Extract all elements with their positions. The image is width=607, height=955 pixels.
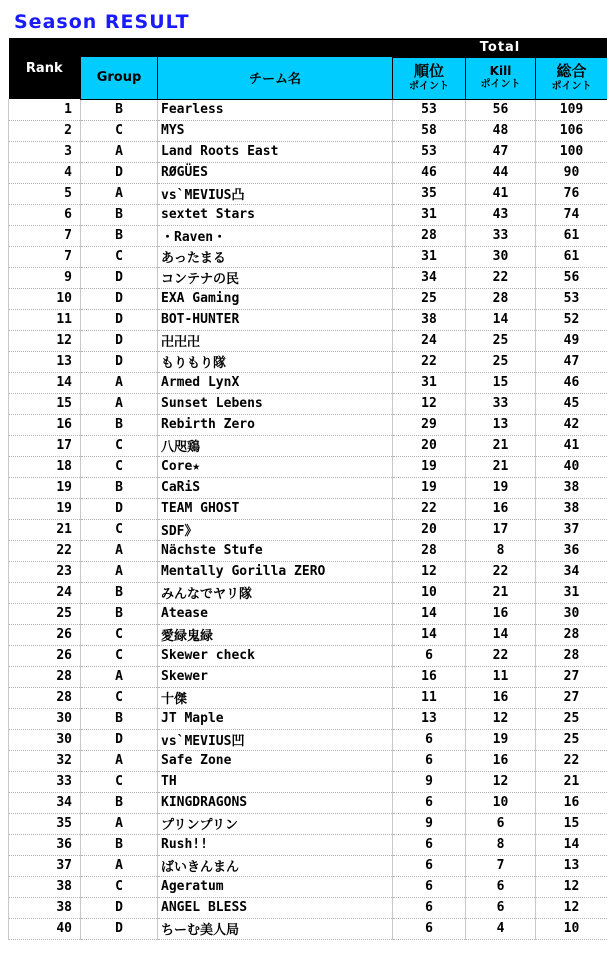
group-cell: D [81, 918, 158, 939]
kill-points-cell: 12 [466, 771, 536, 792]
kill-points-cell: 21 [466, 456, 536, 477]
total-points-cell: 13 [536, 855, 607, 876]
total-points-cell: 16 [536, 792, 607, 813]
team-name-cell: EXA Gaming [158, 288, 393, 309]
total-points-cell: 28 [536, 624, 607, 645]
rank-cell: 23 [9, 561, 81, 582]
total-points-cell: 100 [536, 141, 607, 162]
placement-points-cell: 6 [393, 918, 466, 939]
group-cell: A [81, 141, 158, 162]
group-cell: C [81, 645, 158, 666]
team-name-cell: Nächste Stufe [158, 540, 393, 561]
team-name-cell: Safe Zone [158, 750, 393, 771]
rank-cell: 25 [9, 603, 81, 624]
total-points-cell: 40 [536, 456, 607, 477]
team-name-cell: Skewer [158, 666, 393, 687]
kill-points-cell: 33 [466, 225, 536, 246]
group-cell: A [81, 813, 158, 834]
placement-points-cell: 53 [393, 99, 466, 120]
total-points-cell: 38 [536, 477, 607, 498]
table-row [9, 309, 607, 330]
kill-points-cell: 7 [466, 855, 536, 876]
total-points-cell: 61 [536, 246, 607, 267]
placement-points-cell: 24 [393, 330, 466, 351]
table-row [9, 624, 607, 645]
team-name-cell: ばいきんまん [158, 855, 393, 876]
total-points-cell: 36 [536, 540, 607, 561]
group-cell: D [81, 162, 158, 183]
placement-points-cell: 29 [393, 414, 466, 435]
placement-points-cell: 35 [393, 183, 466, 204]
rank-cell: 2 [9, 120, 81, 141]
kill-points-cell: 6 [466, 876, 536, 897]
rank-cell: 26 [9, 624, 81, 645]
kill-points-cell: 22 [466, 267, 536, 288]
table-row [9, 330, 607, 351]
placement-points-cell: 16 [393, 666, 466, 687]
kill-points-cell: 17 [466, 519, 536, 540]
group-cell: B [81, 708, 158, 729]
rank-cell: 12 [9, 330, 81, 351]
total-points-cell: 42 [536, 414, 607, 435]
rank-cell: 24 [9, 582, 81, 603]
team-name-cell: あったまる [158, 246, 393, 267]
group-cell: D [81, 498, 158, 519]
team-name-cell: RØGÜES [158, 162, 393, 183]
placement-points-cell: 20 [393, 435, 466, 456]
team-name-cell: 愛緑鬼緑 [158, 624, 393, 645]
rank-cell: 34 [9, 792, 81, 813]
kill-points-cell: 21 [466, 582, 536, 603]
group-cell: B [81, 582, 158, 603]
table-row [9, 435, 607, 456]
kill-points-cell: 19 [466, 729, 536, 750]
placement-points-cell: 28 [393, 540, 466, 561]
table-row [9, 771, 607, 792]
total-points-cell: 21 [536, 771, 607, 792]
kill-points-cell: 22 [466, 561, 536, 582]
rank-cell: 38 [9, 876, 81, 897]
table-row [9, 897, 607, 918]
results-body [9, 99, 607, 939]
team-name-cell: Armed LynX [158, 372, 393, 393]
group-cell: A [81, 750, 158, 771]
rank-cell: 38 [9, 897, 81, 918]
team-name-cell: Skewer check [158, 645, 393, 666]
results-table [8, 38, 607, 940]
rank-cell: 1 [9, 99, 81, 120]
kill-points-cell: 47 [466, 141, 536, 162]
rank-cell: 26 [9, 645, 81, 666]
placement-points-cell: 13 [393, 708, 466, 729]
group-cell: D [81, 729, 158, 750]
kill-points-cell: 48 [466, 120, 536, 141]
group-cell: A [81, 372, 158, 393]
total-points-cell: 49 [536, 330, 607, 351]
rank-cell: 30 [9, 708, 81, 729]
group-cell: A [81, 666, 158, 687]
rank-cell: 15 [9, 393, 81, 414]
kill-points-cell: 22 [466, 645, 536, 666]
table-row [9, 519, 607, 540]
rank-cell: 19 [9, 477, 81, 498]
kill-points-cell: 8 [466, 834, 536, 855]
rank-header: Rank [9, 38, 81, 99]
team-name-cell: vs`MEVIUS凸 [158, 183, 393, 204]
table-row [9, 246, 607, 267]
team-name-cell: MYS [158, 120, 393, 141]
total-points-cell: 52 [536, 309, 607, 330]
placement-points-cell: 14 [393, 624, 466, 645]
kill-points-cell: 21 [466, 435, 536, 456]
table-row [9, 603, 607, 624]
table-row [9, 162, 607, 183]
rank-cell: 35 [9, 813, 81, 834]
placement-points-cell: 34 [393, 267, 466, 288]
placement-points-cell: 6 [393, 750, 466, 771]
kill-points-cell: 25 [466, 351, 536, 372]
placement-points-cell: 53 [393, 141, 466, 162]
team-name-cell: ANGEL BLESS [158, 897, 393, 918]
placement-points-cell: 6 [393, 792, 466, 813]
table-row [9, 813, 607, 834]
team-name-cell: Core★ [158, 456, 393, 477]
group-cell: D [81, 288, 158, 309]
rank-cell: 18 [9, 456, 81, 477]
team-header-top [158, 38, 393, 57]
kill-points-cell: 8 [466, 540, 536, 561]
group-cell: B [81, 414, 158, 435]
table-row [9, 99, 607, 120]
placement-points-cell: 12 [393, 393, 466, 414]
placement-points-header: 順位 ポイント [393, 57, 466, 99]
total-points-cell: 90 [536, 162, 607, 183]
kill-points-cell: 43 [466, 204, 536, 225]
table-row [9, 918, 607, 939]
rank-cell: 33 [9, 771, 81, 792]
total-points-cell: 14 [536, 834, 607, 855]
team-name-cell: みんなでヤリ隊 [158, 582, 393, 603]
overall-points-header: 総合 ポイント [536, 57, 607, 99]
table-row [9, 393, 607, 414]
total-points-cell: 38 [536, 498, 607, 519]
rank-cell: 4 [9, 162, 81, 183]
placement-points-cell: 11 [393, 687, 466, 708]
placement-points-cell: 28 [393, 225, 466, 246]
group-header: Group [81, 57, 158, 99]
total-points-cell: 34 [536, 561, 607, 582]
team-name-cell: TEAM GHOST [158, 498, 393, 519]
group-cell: C [81, 771, 158, 792]
table-row [9, 708, 607, 729]
table-row [9, 351, 607, 372]
kill-points-cell: 6 [466, 897, 536, 918]
kill-points-cell: 13 [466, 414, 536, 435]
total-points-cell: 47 [536, 351, 607, 372]
kill-points-cell: 12 [466, 708, 536, 729]
kill-points-cell: 19 [466, 477, 536, 498]
placement-points-cell: 19 [393, 456, 466, 477]
table-row [9, 876, 607, 897]
table-row [9, 645, 607, 666]
team-name-cell: Atease [158, 603, 393, 624]
team-name-cell: Mentally Gorilla ZERO [158, 561, 393, 582]
table-row [9, 120, 607, 141]
group-cell: C [81, 456, 158, 477]
team-name-cell: BOT-HUNTER [158, 309, 393, 330]
team-name-cell: Rebirth Zero [158, 414, 393, 435]
total-points-cell: 25 [536, 708, 607, 729]
total-points-cell: 41 [536, 435, 607, 456]
team-name-cell: JT Maple [158, 708, 393, 729]
team-name-cell: TH [158, 771, 393, 792]
rank-cell: 37 [9, 855, 81, 876]
group-cell: B [81, 225, 158, 246]
group-cell: A [81, 561, 158, 582]
group-cell: A [81, 393, 158, 414]
placement-points-cell: 58 [393, 120, 466, 141]
total-points-cell: 31 [536, 582, 607, 603]
rank-cell: 6 [9, 204, 81, 225]
placement-points-cell: 6 [393, 645, 466, 666]
rank-cell: 17 [9, 435, 81, 456]
placement-points-cell: 6 [393, 876, 466, 897]
placement-points-cell: 12 [393, 561, 466, 582]
placement-points-cell: 19 [393, 477, 466, 498]
placement-points-cell: 6 [393, 855, 466, 876]
placement-points-cell: 22 [393, 351, 466, 372]
group-cell: D [81, 897, 158, 918]
kill-points-cell: 16 [466, 498, 536, 519]
rank-cell: 5 [9, 183, 81, 204]
group-cell: B [81, 792, 158, 813]
group-cell: C [81, 624, 158, 645]
rank-cell: 28 [9, 687, 81, 708]
team-name-cell: もりもり隊 [158, 351, 393, 372]
table-row [9, 666, 607, 687]
table-row [9, 687, 607, 708]
team-name-cell: Land Roots East [158, 141, 393, 162]
table-row [9, 288, 607, 309]
total-points-cell: 25 [536, 729, 607, 750]
team-name-cell: sextet Stars [158, 204, 393, 225]
total-points-cell: 10 [536, 918, 607, 939]
team-name-cell: Ageratum [158, 876, 393, 897]
group-cell: D [81, 330, 158, 351]
total-points-cell: 109 [536, 99, 607, 120]
kill-points-cell: 16 [466, 687, 536, 708]
table-row [9, 729, 607, 750]
group-cell: B [81, 204, 158, 225]
group-cell: A [81, 540, 158, 561]
table-row [9, 561, 607, 582]
total-points-cell: 45 [536, 393, 607, 414]
team-name-cell: プリンプリン [158, 813, 393, 834]
placement-points-cell: 14 [393, 603, 466, 624]
kill-points-cell: 25 [466, 330, 536, 351]
placement-points-cell: 31 [393, 372, 466, 393]
placement-points-cell: 20 [393, 519, 466, 540]
rank-cell: 10 [9, 288, 81, 309]
placement-points-cell: 31 [393, 204, 466, 225]
rank-cell: 40 [9, 918, 81, 939]
table-row [9, 855, 607, 876]
group-cell: B [81, 99, 158, 120]
placement-points-cell: 6 [393, 729, 466, 750]
team-name-cell: ・Raven・ [158, 225, 393, 246]
group-cell: D [81, 309, 158, 330]
rank-cell: 7 [9, 225, 81, 246]
total-points-cell: 74 [536, 204, 607, 225]
group-cell: C [81, 435, 158, 456]
group-cell: A [81, 183, 158, 204]
total-points-cell: 106 [536, 120, 607, 141]
team-name-header: チーム名 [158, 57, 393, 99]
total-points-cell: 27 [536, 687, 607, 708]
group-cell: B [81, 477, 158, 498]
group-cell: C [81, 687, 158, 708]
team-name-cell: Rush!! [158, 834, 393, 855]
table-row [9, 750, 607, 771]
total-points-cell: 28 [536, 645, 607, 666]
team-name-cell: vs`MEVIUS凹 [158, 729, 393, 750]
kill-points-cell: 30 [466, 246, 536, 267]
team-name-cell: CaRiS [158, 477, 393, 498]
kill-points-cell: 15 [466, 372, 536, 393]
table-row [9, 372, 607, 393]
kill-points-cell: 56 [466, 99, 536, 120]
rank-cell: 13 [9, 351, 81, 372]
group-cell: A [81, 855, 158, 876]
total-points-cell: 46 [536, 372, 607, 393]
team-name-cell: 十傑 [158, 687, 393, 708]
total-points-cell: 53 [536, 288, 607, 309]
table-row [9, 456, 607, 477]
team-name-cell: ちーむ美人局 [158, 918, 393, 939]
kill-points-cell: 44 [466, 162, 536, 183]
rank-cell: 21 [9, 519, 81, 540]
placement-points-cell: 9 [393, 813, 466, 834]
rank-cell: 11 [9, 309, 81, 330]
placement-points-cell: 22 [393, 498, 466, 519]
team-name-cell: SDF》 [158, 519, 393, 540]
placement-points-cell: 6 [393, 834, 466, 855]
table-row [9, 792, 607, 813]
total-points-cell: 61 [536, 225, 607, 246]
rank-cell: 36 [9, 834, 81, 855]
total-points-cell: 15 [536, 813, 607, 834]
kill-points-cell: 33 [466, 393, 536, 414]
kill-points-cell: 28 [466, 288, 536, 309]
total-points-cell: 27 [536, 666, 607, 687]
rank-cell: 14 [9, 372, 81, 393]
total-header: Total [393, 38, 607, 57]
rank-cell: 22 [9, 540, 81, 561]
placement-points-cell: 9 [393, 771, 466, 792]
placement-points-cell: 46 [393, 162, 466, 183]
group-cell: D [81, 267, 158, 288]
rank-cell: 16 [9, 414, 81, 435]
group-cell: C [81, 120, 158, 141]
kill-points-cell: 10 [466, 792, 536, 813]
table-row [9, 204, 607, 225]
kill-points-cell: 6 [466, 813, 536, 834]
group-cell: C [81, 876, 158, 897]
group-cell: C [81, 246, 158, 267]
kill-points-cell: 41 [466, 183, 536, 204]
team-name-cell: Sunset Lebens [158, 393, 393, 414]
kill-points-cell: 4 [466, 918, 536, 939]
rank-cell: 3 [9, 141, 81, 162]
placement-points-cell: 6 [393, 897, 466, 918]
placement-points-cell: 25 [393, 288, 466, 309]
table-row [9, 498, 607, 519]
table-row [9, 225, 607, 246]
rank-cell: 9 [9, 267, 81, 288]
total-points-cell: 22 [536, 750, 607, 771]
total-points-cell: 12 [536, 876, 607, 897]
rank-cell: 7 [9, 246, 81, 267]
total-points-cell: 76 [536, 183, 607, 204]
placement-points-cell: 31 [393, 246, 466, 267]
table-row [9, 267, 607, 288]
title-bar [8, 8, 607, 38]
placement-points-cell: 38 [393, 309, 466, 330]
table-row [9, 477, 607, 498]
group-cell: C [81, 519, 158, 540]
kill-points-cell: 16 [466, 750, 536, 771]
total-points-cell: 30 [536, 603, 607, 624]
kill-points-cell: 14 [466, 309, 536, 330]
table-row [9, 834, 607, 855]
table-row [9, 582, 607, 603]
rank-cell: 30 [9, 729, 81, 750]
table-row [9, 183, 607, 204]
total-points-cell: 12 [536, 897, 607, 918]
rank-cell: 28 [9, 666, 81, 687]
group-cell: B [81, 603, 158, 624]
rank-cell: 19 [9, 498, 81, 519]
kill-points-header: Kill ポイント [466, 57, 536, 99]
group-header-top [81, 38, 158, 57]
table-row [9, 540, 607, 561]
team-name-cell: Fearless [158, 99, 393, 120]
rank-cell: 32 [9, 750, 81, 771]
total-points-cell: 37 [536, 519, 607, 540]
page-title: Season RESULT [14, 11, 190, 33]
team-name-cell: KINGDRAGONS [158, 792, 393, 813]
group-cell: B [81, 834, 158, 855]
placement-points-cell: 10 [393, 582, 466, 603]
table-row [9, 141, 607, 162]
team-name-cell: 卍卍卍 [158, 330, 393, 351]
group-cell: D [81, 351, 158, 372]
team-name-cell: コンテナの民 [158, 267, 393, 288]
kill-points-cell: 16 [466, 603, 536, 624]
table-row [9, 414, 607, 435]
kill-points-cell: 11 [466, 666, 536, 687]
kill-points-cell: 14 [466, 624, 536, 645]
total-points-cell: 56 [536, 267, 607, 288]
team-name-cell: 八咫鶏 [158, 435, 393, 456]
